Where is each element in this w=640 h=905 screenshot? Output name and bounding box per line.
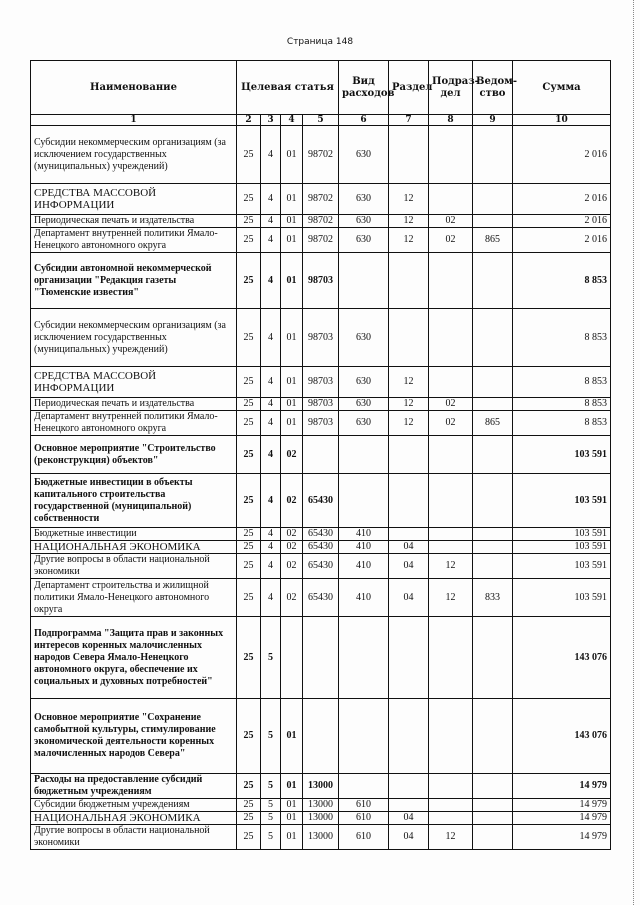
target-code-2: 4: [261, 398, 281, 411]
section-code: 12: [389, 184, 429, 215]
table-row: [31, 579, 611, 617]
table-body: [31, 126, 611, 850]
target-code-2: 4: [261, 411, 281, 436]
table-row: [31, 541, 611, 554]
column-number: 1: [31, 115, 237, 126]
expense-kind: 610: [339, 825, 389, 850]
target-code-3: 02: [281, 579, 303, 617]
target-code-4: 13000: [303, 774, 339, 799]
target-code-4: 98703: [303, 398, 339, 411]
subsection-code: 12: [429, 554, 473, 579]
row-name: Основное мероприятие "Сохранение самобытной культуры, стимулирование экономической деятельности коренных малочисленных народов Севера": [31, 699, 237, 774]
department-code: [473, 554, 513, 579]
target-code-3: 01: [281, 774, 303, 799]
row-name: Другие вопросы в области национальной экономики: [31, 825, 237, 850]
target-code-3: 02: [281, 474, 303, 528]
target-code-2: 5: [261, 825, 281, 850]
target-code-1: 25: [237, 812, 261, 825]
sum-value: 103 591: [513, 554, 611, 579]
target-code-2: 4: [261, 309, 281, 367]
target-code-3: 01: [281, 825, 303, 850]
expense-kind: 410: [339, 554, 389, 579]
row-name: Бюджетные инвестиции: [31, 528, 237, 541]
department-code: 865: [473, 228, 513, 253]
target-code-4: 65430: [303, 579, 339, 617]
header-sum: Сумма: [513, 61, 611, 115]
target-code-3: 01: [281, 411, 303, 436]
target-code-2: 4: [261, 228, 281, 253]
header-target-article: Целевая статья: [237, 61, 339, 115]
expense-kind: [339, 699, 389, 774]
target-code-4: 65430: [303, 541, 339, 554]
sum-value: 14 979: [513, 799, 611, 812]
budget-table: [30, 60, 611, 850]
department-code: [473, 215, 513, 228]
department-code: [473, 825, 513, 850]
sum-value: 103 591: [513, 579, 611, 617]
column-number: 3: [261, 115, 281, 126]
target-code-4: 98702: [303, 228, 339, 253]
target-code-4: 98703: [303, 309, 339, 367]
target-code-1: 25: [237, 126, 261, 184]
target-code-4: 98703: [303, 411, 339, 436]
target-code-1: 25: [237, 309, 261, 367]
subsection-code: [429, 309, 473, 367]
column-number: 7: [389, 115, 429, 126]
row-name: Бюджетные инвестиции в объекты капитального строительства государственной (муниципальной) собственности: [31, 474, 237, 528]
target-code-2: 4: [261, 215, 281, 228]
section-code: [389, 309, 429, 367]
section-code: 04: [389, 554, 429, 579]
row-name: Подпрограмма "Защита прав и законных интересов коренных малочисленных народов Севера Ямало-Ненецкого автономного округа, обеспечение их социальных и духовных потребностей": [31, 617, 237, 699]
section-code: [389, 774, 429, 799]
header-department: Ведом-ство: [473, 61, 513, 115]
row-name: Департамент внутренней политики Ямало-Ненецкого автономного округа: [31, 228, 237, 253]
target-code-2: 5: [261, 799, 281, 812]
target-code-4: 98703: [303, 253, 339, 309]
section-code: 12: [389, 398, 429, 411]
target-code-1: 25: [237, 617, 261, 699]
target-code-2: 4: [261, 253, 281, 309]
table-row: [31, 398, 611, 411]
target-code-2: 4: [261, 436, 281, 474]
expense-kind: 630: [339, 398, 389, 411]
section-code: [389, 799, 429, 812]
column-number: 8: [429, 115, 473, 126]
subsection-code: [429, 541, 473, 554]
section-code: [389, 126, 429, 184]
table-row: [31, 309, 611, 367]
row-name: Периодическая печать и издательства: [31, 398, 237, 411]
target-code-3: 02: [281, 436, 303, 474]
department-code: [473, 398, 513, 411]
target-code-4: 98702: [303, 184, 339, 215]
subsection-code: [429, 617, 473, 699]
sum-value: 103 591: [513, 474, 611, 528]
target-code-1: 25: [237, 699, 261, 774]
expense-kind: 410: [339, 579, 389, 617]
department-code: [473, 774, 513, 799]
section-code: [389, 474, 429, 528]
subsection-code: [429, 436, 473, 474]
subsection-code: [429, 253, 473, 309]
subsection-code: 02: [429, 398, 473, 411]
table-row: [31, 215, 611, 228]
subsection-code: 02: [429, 228, 473, 253]
subsection-code: [429, 126, 473, 184]
table-row: [31, 554, 611, 579]
section-code: [389, 699, 429, 774]
subsection-code: [429, 474, 473, 528]
target-code-3: 02: [281, 554, 303, 579]
target-code-2: 5: [261, 774, 281, 799]
department-code: [473, 699, 513, 774]
column-number-row: [31, 115, 611, 126]
subsection-code: 12: [429, 825, 473, 850]
target-code-3: 01: [281, 184, 303, 215]
subsection-code: [429, 184, 473, 215]
column-number: 6: [339, 115, 389, 126]
expense-kind: [339, 774, 389, 799]
sum-value: 103 591: [513, 541, 611, 554]
target-code-4: [303, 436, 339, 474]
target-code-1: 25: [237, 554, 261, 579]
header-row: [31, 61, 611, 115]
table-row: [31, 812, 611, 825]
subsection-code: 02: [429, 411, 473, 436]
expense-kind: 630: [339, 228, 389, 253]
expense-kind: [339, 617, 389, 699]
subsection-code: [429, 367, 473, 398]
section-code: 04: [389, 825, 429, 850]
table-row: [31, 699, 611, 774]
table-row: [31, 774, 611, 799]
department-code: [473, 436, 513, 474]
target-code-3: 02: [281, 528, 303, 541]
sum-value: 8 853: [513, 253, 611, 309]
section-code: [389, 253, 429, 309]
table-row: [31, 126, 611, 184]
department-code: [473, 528, 513, 541]
department-code: [473, 541, 513, 554]
sum-value: 2 016: [513, 126, 611, 184]
target-code-3: 01: [281, 398, 303, 411]
target-code-4: [303, 617, 339, 699]
table-row: [31, 528, 611, 541]
target-code-1: 25: [237, 825, 261, 850]
department-code: [473, 126, 513, 184]
sum-value: 143 076: [513, 699, 611, 774]
row-name: Субсидии некоммерческим организациям (за исключением государственных (муниципальных) учреждений): [31, 309, 237, 367]
department-code: [473, 617, 513, 699]
section-code: 12: [389, 215, 429, 228]
row-name: Департамент внутренней политики Ямало-Ненецкого автономного округа: [31, 411, 237, 436]
row-name: Департамент строительства и жилищной политики Ямало-Ненецкого автономного округа: [31, 579, 237, 617]
target-code-4: 98702: [303, 215, 339, 228]
target-code-4: 65430: [303, 474, 339, 528]
subsection-code: [429, 699, 473, 774]
column-number: 4: [281, 115, 303, 126]
expense-kind: 630: [339, 215, 389, 228]
header-subsection: Подраз-дел: [429, 61, 473, 115]
row-name: СРЕДСТВА МАССОВОЙ ИНФОРМАЦИИ: [31, 184, 237, 215]
target-code-1: 25: [237, 579, 261, 617]
target-code-1: 25: [237, 184, 261, 215]
target-code-3: 01: [281, 253, 303, 309]
expense-kind: [339, 436, 389, 474]
column-number: 10: [513, 115, 611, 126]
sum-value: 143 076: [513, 617, 611, 699]
target-code-3: 01: [281, 215, 303, 228]
sum-value: 103 591: [513, 436, 611, 474]
target-code-1: 25: [237, 436, 261, 474]
scan-edge: [633, 0, 640, 905]
sum-value: 8 853: [513, 367, 611, 398]
column-number: 5: [303, 115, 339, 126]
sum-value: 2 016: [513, 215, 611, 228]
target-code-2: 4: [261, 474, 281, 528]
section-code: 12: [389, 411, 429, 436]
subsection-code: [429, 812, 473, 825]
section-code: [389, 436, 429, 474]
target-code-3: 01: [281, 367, 303, 398]
target-code-2: 4: [261, 126, 281, 184]
target-code-2: 4: [261, 528, 281, 541]
target-code-1: 25: [237, 541, 261, 554]
target-code-4: 13000: [303, 799, 339, 812]
department-code: [473, 799, 513, 812]
page-number: Страница 148: [286, 37, 354, 47]
sum-value: 103 591: [513, 528, 611, 541]
target-code-3: 01: [281, 228, 303, 253]
row-name: НАЦИОНАЛЬНАЯ ЭКОНОМИКА: [31, 541, 237, 554]
department-code: [473, 812, 513, 825]
column-number: 9: [473, 115, 513, 126]
row-name: НАЦИОНАЛЬНАЯ ЭКОНОМИКА: [31, 812, 237, 825]
row-name: Субсидии бюджетным учреждениям: [31, 799, 237, 812]
row-name: Основное мероприятие "Строительство (реконструкция) объектов": [31, 436, 237, 474]
target-code-3: 01: [281, 699, 303, 774]
section-code: 12: [389, 367, 429, 398]
expense-kind: [339, 253, 389, 309]
table-row: [31, 825, 611, 850]
target-code-2: 4: [261, 367, 281, 398]
row-name: Субсидии автономной некоммерческой организации "Редакция газеты "Тюменские известия": [31, 253, 237, 309]
subsection-code: 12: [429, 579, 473, 617]
target-code-3: 01: [281, 126, 303, 184]
table-row: [31, 617, 611, 699]
sum-value: 14 979: [513, 774, 611, 799]
target-code-2: 4: [261, 541, 281, 554]
table-row: [31, 799, 611, 812]
table-row: [31, 474, 611, 528]
table-row: [31, 367, 611, 398]
expense-kind: 410: [339, 541, 389, 554]
target-code-3: 01: [281, 812, 303, 825]
table-row: [31, 228, 611, 253]
section-code: 04: [389, 541, 429, 554]
table-row: [31, 253, 611, 309]
target-code-1: 25: [237, 474, 261, 528]
sum-value: 14 979: [513, 825, 611, 850]
target-code-2: 4: [261, 579, 281, 617]
column-number: 2: [237, 115, 261, 126]
target-code-4: 65430: [303, 554, 339, 579]
expense-kind: [339, 474, 389, 528]
expense-kind: 610: [339, 812, 389, 825]
row-name: Другие вопросы в области национальной экономики: [31, 554, 237, 579]
expense-kind: 630: [339, 126, 389, 184]
target-code-3: 02: [281, 541, 303, 554]
expense-kind: 630: [339, 309, 389, 367]
department-code: [473, 367, 513, 398]
target-code-1: 25: [237, 398, 261, 411]
sum-value: 2 016: [513, 228, 611, 253]
header-name: Наименование: [31, 61, 237, 115]
department-code: [473, 184, 513, 215]
department-code: 865: [473, 411, 513, 436]
sum-value: 8 853: [513, 309, 611, 367]
section-code: 04: [389, 579, 429, 617]
section-code: [389, 528, 429, 541]
sum-value: 8 853: [513, 398, 611, 411]
target-code-4: 98702: [303, 126, 339, 184]
target-code-1: 25: [237, 799, 261, 812]
department-code: [473, 253, 513, 309]
subsection-code: [429, 799, 473, 812]
table-row: [31, 184, 611, 215]
target-code-3: [281, 617, 303, 699]
row-name: СРЕДСТВА МАССОВОЙ ИНФОРМАЦИИ: [31, 367, 237, 398]
subsection-code: 02: [429, 215, 473, 228]
section-code: 12: [389, 228, 429, 253]
table-row: [31, 411, 611, 436]
expense-kind: 630: [339, 411, 389, 436]
header-expense-kind: Вид расходов: [339, 61, 389, 115]
target-code-2: 5: [261, 617, 281, 699]
row-name: Субсидии некоммерческим организациям (за исключением государственных (муниципальных) учреждений): [31, 126, 237, 184]
sum-value: 8 853: [513, 411, 611, 436]
target-code-1: 25: [237, 253, 261, 309]
target-code-4: 13000: [303, 812, 339, 825]
sum-value: 2 016: [513, 184, 611, 215]
target-code-2: 5: [261, 699, 281, 774]
target-code-1: 25: [237, 367, 261, 398]
row-name: Расходы на предоставление субсидий бюджетным учреждениям: [31, 774, 237, 799]
section-code: 04: [389, 812, 429, 825]
expense-kind: 410: [339, 528, 389, 541]
department-code: [473, 309, 513, 367]
header-section: Раздел: [389, 61, 429, 115]
target-code-2: 4: [261, 184, 281, 215]
department-code: 833: [473, 579, 513, 617]
target-code-4: 65430: [303, 528, 339, 541]
target-code-1: 25: [237, 215, 261, 228]
subsection-code: [429, 774, 473, 799]
expense-kind: 610: [339, 799, 389, 812]
sum-value: 14 979: [513, 812, 611, 825]
target-code-4: 13000: [303, 825, 339, 850]
table-row: [31, 436, 611, 474]
target-code-1: 25: [237, 228, 261, 253]
section-code: [389, 617, 429, 699]
target-code-2: 4: [261, 554, 281, 579]
target-code-1: 25: [237, 774, 261, 799]
target-code-2: 5: [261, 812, 281, 825]
expense-kind: 630: [339, 367, 389, 398]
target-code-3: 01: [281, 309, 303, 367]
target-code-3: 01: [281, 799, 303, 812]
target-code-1: 25: [237, 411, 261, 436]
subsection-code: [429, 528, 473, 541]
target-code-4: [303, 699, 339, 774]
target-code-1: 25: [237, 528, 261, 541]
row-name: Периодическая печать и издательства: [31, 215, 237, 228]
department-code: [473, 474, 513, 528]
expense-kind: 630: [339, 184, 389, 215]
target-code-4: 98703: [303, 367, 339, 398]
